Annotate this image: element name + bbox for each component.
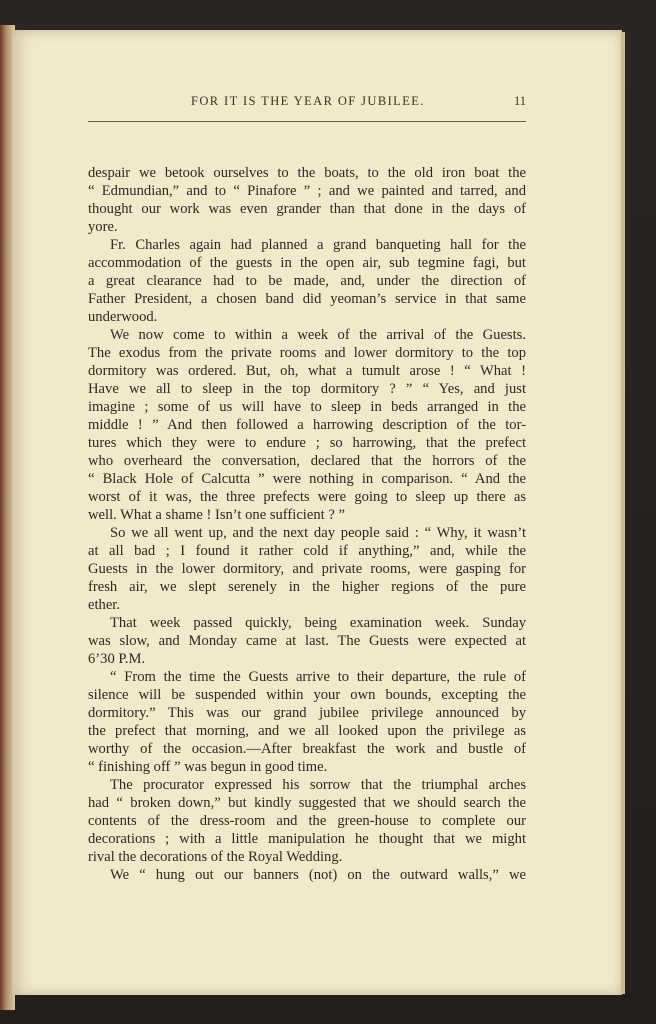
text-line: “ finishing off ” was begun in good time. — [88, 759, 328, 775]
text-line: So we all went up, and the next day people said : “ Why, it wasn’t — [110, 525, 526, 541]
text-line: “ Edmundian,” and to “ Pinafore ” ; and we painted and tarred, and — [88, 183, 526, 199]
body-text — [88, 164, 526, 884]
text-line: well. What a shame ! Isn’t one sufficient ? ” — [88, 507, 345, 523]
text-line: worthy of the occasion.—After breakfast the work and bustle of — [88, 741, 526, 757]
text-line: thought our work was even grander than that done in the days of — [88, 201, 526, 217]
text-line: worst of it was, the three prefects were going to sleep up there as — [88, 489, 526, 505]
text-line: rival the decorations of the Royal Wedding. — [88, 849, 343, 865]
text-line: The procurator expressed his sorrow that the triumphal arches — [110, 777, 526, 793]
page-number: 11 — [513, 94, 526, 108]
text-line: decorations ; with a little manipulation he thought that we might — [88, 831, 526, 847]
text-line: dormitory was ordered. But, oh, what a tumult arose ! “ What ! — [88, 363, 526, 379]
text-line: Have we all to sleep in the top dormitory ? ” “ Yes, and just — [88, 381, 526, 397]
text-line: dormitory.” This was our grand jubilee privilege announced by — [88, 705, 526, 721]
text-line: who overheard the conversation, declared that the horrors of the — [88, 453, 526, 469]
page-fore-edge — [621, 32, 625, 994]
text-line: contents of the dress-room and the green-house to complete our — [88, 813, 526, 829]
text-line: Guests in the lower dormitory, and private rooms, were gasping for — [88, 561, 526, 577]
text-line: despair we betook ourselves to the boats, to the old iron boat the — [88, 165, 526, 181]
header-rule — [88, 121, 526, 122]
text-line: a great clearance had to be made, and, under the direction of — [88, 273, 526, 289]
text-line: accommodation of the guests in the open air, sub tegmine fagi, but — [88, 255, 526, 271]
text-line: was slow, and Monday came at last. The Guests were expected at — [88, 633, 526, 649]
text-line: That week passed quickly, being examination week. Sunday — [110, 615, 526, 631]
text-line: The exodus from the private rooms and lower dormitory to the top — [88, 345, 526, 361]
text-line: ether. — [88, 597, 121, 613]
text-line: 6’30 P.M. — [88, 651, 146, 667]
text-line: We now come to within a week of the arrival of the Guests. — [110, 327, 526, 343]
text-line: at all bad ; I found it rather cold if anything,” and, while the — [88, 543, 526, 559]
text-line: imagine ; some of us will have to sleep in beds arranged in the — [88, 399, 526, 415]
text-line: Father President, a chosen band did yeoman’s service in that same — [88, 291, 526, 307]
running-title: FOR IT IS THE YEAR OF JUBILEE. — [191, 94, 425, 108]
text-line: “ From the time the Guests arrive to their departure, the rule of — [110, 669, 526, 685]
text-line: had “ broken down,” but kindly suggested that we should search the — [88, 795, 526, 811]
text-line: underwood. — [88, 309, 158, 325]
text-line: the prefect that morning, and we all looked upon the privilege as — [88, 723, 526, 739]
running-header — [88, 94, 526, 116]
text-line: silence will be suspended within your own bounds, excepting the — [88, 687, 526, 703]
text-line: middle ! ” And then followed a harrowing description of the tor- — [88, 417, 526, 433]
text-line: Fr. Charles again had planned a grand banqueting hall for the — [110, 237, 526, 253]
text-line: We “ hung out our banners (not) on the outward walls,” we — [110, 867, 526, 883]
text-line: fresh air, we slept serenely in the higher regions of the pure — [88, 579, 526, 595]
text-line: “ Black Hole of Calcutta ” were nothing in comparison. “ And the — [88, 471, 526, 487]
text-line: tures which they were to endure ; so harrowing, that the prefect — [88, 435, 526, 451]
text-line: yore. — [88, 219, 118, 235]
